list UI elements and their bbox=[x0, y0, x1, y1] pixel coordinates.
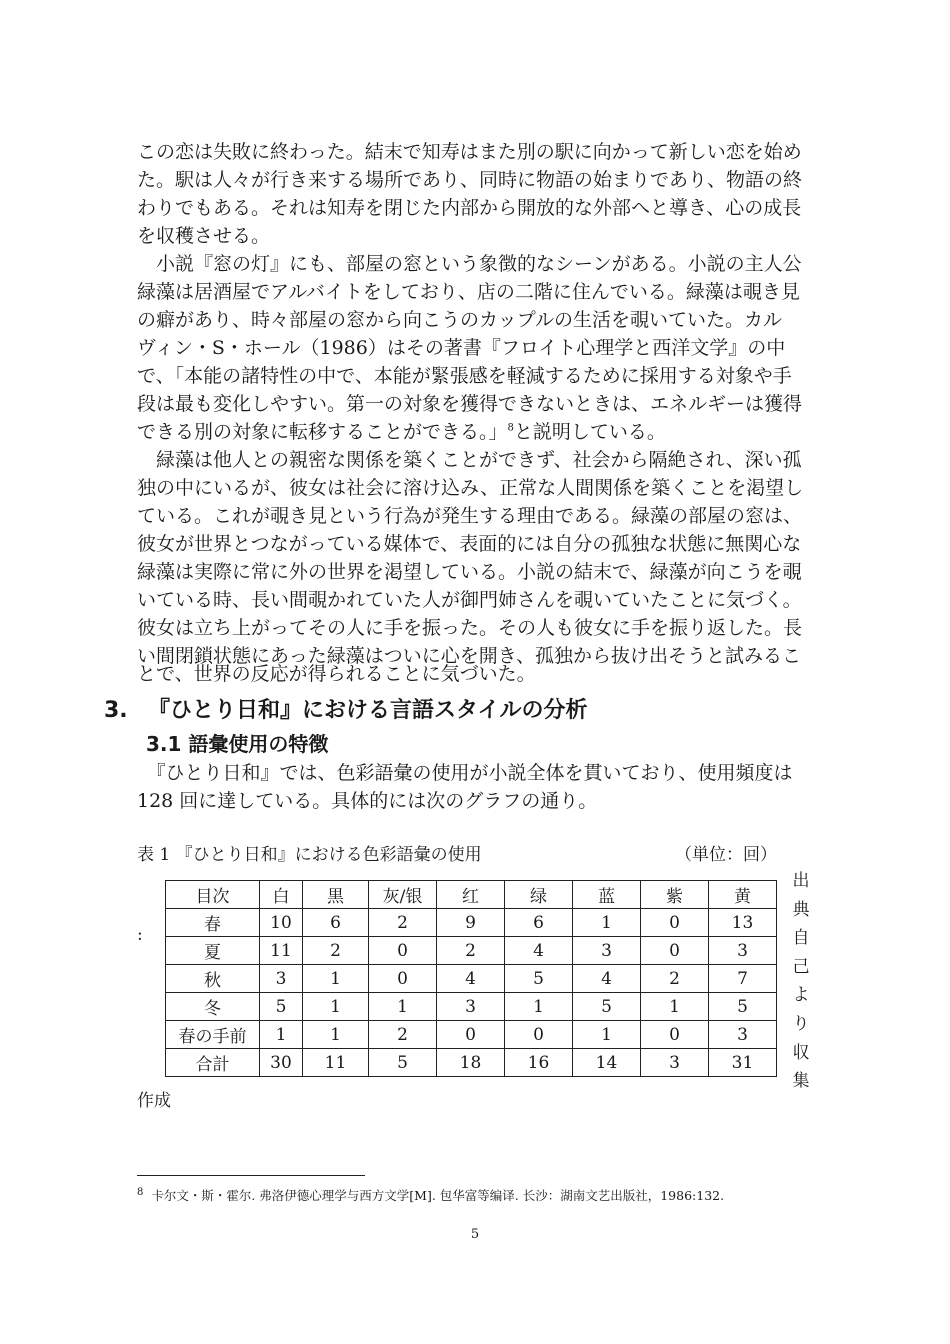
table-cell: 1 bbox=[641, 993, 709, 1021]
table-cell: 7 bbox=[709, 965, 777, 993]
table-cell: 0 bbox=[641, 1021, 709, 1049]
text-line: い間閉鎖状態にあった緑藻はついに心を開き、孤独から抜け出そうと試みるこ bbox=[137, 645, 802, 667]
table-source-tail: 作成 bbox=[137, 1091, 171, 1111]
table-row-label: 春の手前 bbox=[166, 1021, 260, 1049]
table-cell: 9 bbox=[437, 909, 505, 937]
table-cell: 5 bbox=[573, 993, 641, 1021]
footnote-rule bbox=[137, 1175, 365, 1176]
table-cell: 1 bbox=[303, 993, 369, 1021]
table-source-note bbox=[791, 867, 811, 1096]
text-line: 彼女が世界とつながっている媒体で、表面的には自分の孤独な状態に無関心な bbox=[137, 533, 802, 555]
table-cell: 5 bbox=[260, 993, 303, 1021]
table-cell: 6 bbox=[303, 909, 369, 937]
table-row bbox=[166, 993, 777, 1021]
text-line: を収穫させる。 bbox=[137, 225, 271, 247]
table-cell: 1 bbox=[260, 1021, 303, 1049]
table-cell: 4 bbox=[573, 965, 641, 993]
table-cell: 18 bbox=[437, 1049, 505, 1077]
table-cell: 2 bbox=[369, 1021, 437, 1049]
table-cell: 5 bbox=[505, 965, 573, 993]
table-cell: 1 bbox=[303, 1021, 369, 1049]
source-note-char: 収 bbox=[792, 1042, 810, 1063]
table-colon: : bbox=[137, 925, 143, 945]
table-cell: 11 bbox=[303, 1049, 369, 1077]
table-cell: 3 bbox=[709, 1021, 777, 1049]
footnote-text: 卡尔文・斯・霍尔. 弗洛伊德心理学与西方文学[M]. 包华富等编译. 长沙：湖南文艺出版社，1986:132. bbox=[151, 1188, 725, 1203]
table-cell: 5 bbox=[369, 1049, 437, 1077]
table-cell: 1 bbox=[573, 1021, 641, 1049]
table-header-cell: 黒 bbox=[303, 881, 369, 909]
table-cell: 14 bbox=[573, 1049, 641, 1077]
table-cell: 10 bbox=[260, 909, 303, 937]
table-row-label: 春 bbox=[166, 909, 260, 937]
table-cell: 0 bbox=[369, 965, 437, 993]
table-header-cell: 目次 bbox=[166, 881, 260, 909]
table-row-label: 合計 bbox=[166, 1049, 260, 1077]
source-note-char: 典 bbox=[792, 899, 810, 920]
section-number: 3. bbox=[104, 698, 128, 723]
table-cell: 4 bbox=[437, 965, 505, 993]
table-cell: 16 bbox=[505, 1049, 573, 1077]
text-line: 独の中にいるが、彼女は社会に溶け込み、正常な人間関係を築くことを渇望し bbox=[137, 477, 804, 499]
text-line-main: できる別の対象に転移することができる。」 bbox=[137, 421, 508, 443]
text-line: 緑藻は居酒屋でアルバイトをしており、店の二階に住んでいる。緑藻は覗き見 bbox=[137, 281, 800, 303]
text-line: の癖があり、時々部屋の窓から向こうのカップルの生活を覗いていた。カル bbox=[137, 309, 783, 331]
table-row bbox=[166, 1049, 777, 1077]
table-cell: 3 bbox=[709, 937, 777, 965]
text-line: 緑藻は実際に常に外の世界を渇望している。小説の結末で、緑藻が向こうを覗 bbox=[137, 561, 802, 583]
table-cell: 5 bbox=[709, 993, 777, 1021]
table-header-cell: 蓝 bbox=[573, 881, 641, 909]
table-cell: 2 bbox=[641, 965, 709, 993]
text-line: ヴィン・S・ホール（1986）はその著書『フロイト心理学と西洋文学』の中 bbox=[137, 337, 786, 359]
table-header-cell: 紫 bbox=[641, 881, 709, 909]
source-note-char: 己 bbox=[792, 956, 810, 977]
table-cell: 1 bbox=[303, 965, 369, 993]
text-line: 『ひとり日和』では、色彩語彙の使用が小説全体を貫いており、使用頻度は bbox=[137, 762, 793, 784]
table-cell: 30 bbox=[260, 1049, 303, 1077]
footnote bbox=[137, 1186, 724, 1204]
text-line: 緑藻は他人との親密な関係を築くことができず、社会から隔絶され、深い孤 bbox=[137, 449, 802, 471]
table-cell: 3 bbox=[260, 965, 303, 993]
text-line: 小説『窓の灯』にも、部屋の窓という象徴的なシーンがある。小説の主人公 bbox=[137, 253, 802, 275]
source-note-char: 集 bbox=[792, 1071, 810, 1092]
table-row-label: 夏 bbox=[166, 937, 260, 965]
table-header-cell: 黄 bbox=[709, 881, 777, 909]
source-note-char: り bbox=[792, 1013, 810, 1034]
text-line bbox=[137, 420, 817, 444]
source-note-char: よ bbox=[792, 985, 810, 1006]
table-header-cell: 白 bbox=[260, 881, 303, 909]
text-line: この恋は失敗に終わった。結末で知寿はまた別の駅に向かって新しい恋を始め bbox=[137, 141, 802, 163]
footnote-marker: 8 bbox=[137, 1186, 144, 1198]
table-cell: 31 bbox=[709, 1049, 777, 1077]
table-unit: （単位：回） bbox=[675, 845, 777, 865]
table-row bbox=[166, 965, 777, 993]
text-line: 128 回に達している。具体的には次のグラフの通り。 bbox=[137, 790, 598, 812]
text-line: 段は最も変化しやすい。第一の対象を獲得できないときは、エネルギーは獲得 bbox=[137, 393, 803, 415]
page-number: 5 bbox=[470, 1227, 480, 1242]
table-row-label: 冬 bbox=[166, 993, 260, 1021]
text-line: ている。これが覗き見という行為が発生する理由である。緑藻の部屋の窓は、 bbox=[137, 505, 803, 527]
table-row-label: 秋 bbox=[166, 965, 260, 993]
table-caption: 表 1 『ひとり日和』における色彩語彙の使用 bbox=[137, 845, 482, 865]
table-cell: 0 bbox=[641, 937, 709, 965]
table-header-cell: 红 bbox=[437, 881, 505, 909]
text-line: で、「本能の諸特性の中で、本能が緊張感を軽減するために採用する対象や手 bbox=[137, 365, 792, 387]
text-line: いている時、長い間覗かれていた人が御門姉さんを覗いていたことに気づく。 bbox=[137, 589, 802, 611]
subsection-heading: 3.1 語彙使用の特徴 bbox=[146, 732, 329, 756]
text-line-tail: と説明している。 bbox=[513, 421, 666, 443]
table-cell: 0 bbox=[437, 1021, 505, 1049]
table-cell: 1 bbox=[573, 909, 641, 937]
table-cell: 11 bbox=[260, 937, 303, 965]
table-cell: 13 bbox=[709, 909, 777, 937]
table-row bbox=[166, 937, 777, 965]
section-heading bbox=[104, 693, 588, 724]
section-title: 『ひとり日和』における言語スタイルの分析 bbox=[148, 698, 588, 723]
table-cell: 2 bbox=[303, 937, 369, 965]
table-cell: 1 bbox=[505, 993, 573, 1021]
table-cell: 0 bbox=[505, 1021, 573, 1049]
text-line: わりでもある。それは知寿を閉じた内部から開放的な外部へと導き、心の成長 bbox=[137, 197, 802, 219]
footnote-ref: 8 bbox=[507, 422, 514, 434]
text-line: た。駅は人々が行き来する場所であり、同時に物語の始まりであり、物語の終 bbox=[137, 169, 803, 191]
table-cell: 3 bbox=[573, 937, 641, 965]
source-note-char: 自 bbox=[792, 928, 810, 949]
table-row bbox=[166, 909, 777, 937]
text-line: 彼女は立ち上がってその人に手を振った。その人も彼女に手を振り返した。長 bbox=[137, 617, 803, 639]
table-header-cell: 绿 bbox=[505, 881, 573, 909]
table-cell: 2 bbox=[437, 937, 505, 965]
table-header-cell: 灰/银 bbox=[369, 881, 437, 909]
source-note-char: 出 bbox=[792, 871, 810, 891]
table-row bbox=[166, 1021, 777, 1049]
table-cell: 2 bbox=[369, 909, 437, 937]
table-cell: 6 bbox=[505, 909, 573, 937]
table-cell: 3 bbox=[437, 993, 505, 1021]
table-header-row bbox=[166, 881, 777, 909]
text-line: とで、世界の反応が得られることに気づいた。 bbox=[137, 663, 536, 685]
color-vocabulary-table bbox=[165, 880, 777, 1077]
table-cell: 3 bbox=[641, 1049, 709, 1077]
table-cell: 0 bbox=[641, 909, 709, 937]
table-cell: 4 bbox=[505, 937, 573, 965]
table-cell: 0 bbox=[369, 937, 437, 965]
table-cell: 1 bbox=[369, 993, 437, 1021]
